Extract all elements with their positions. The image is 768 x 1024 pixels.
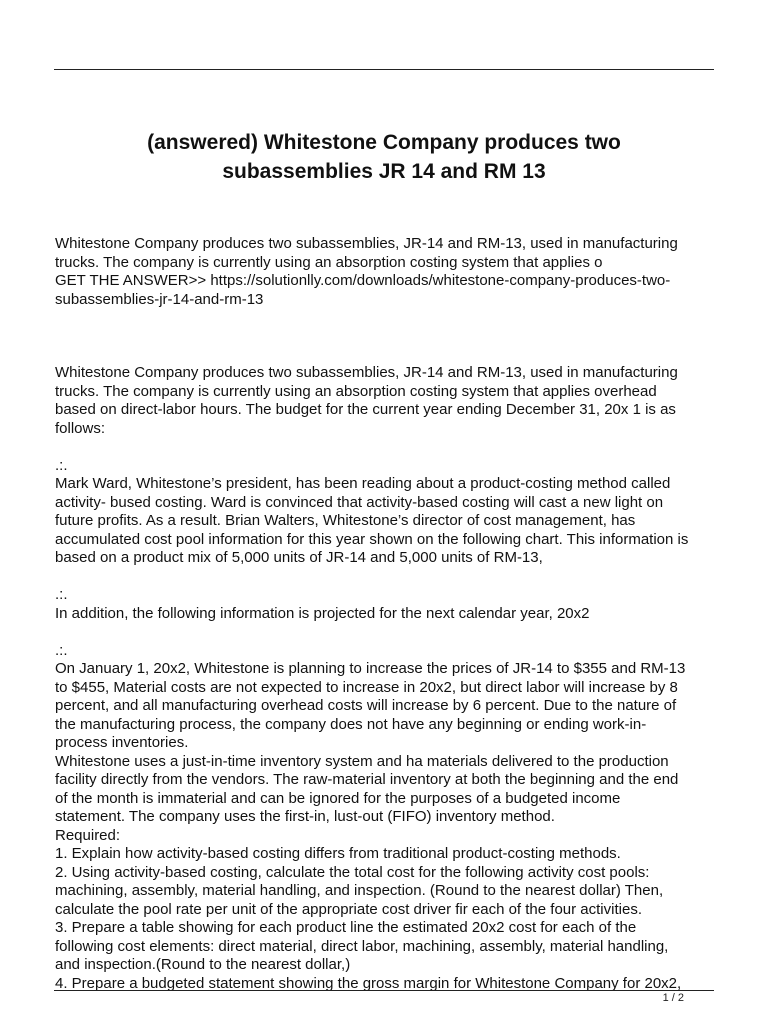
text-line: In addition, the following information is projected for the next calendar year, 20x2 (55, 604, 590, 622)
intro-paragraph (55, 235, 715, 309)
text-line: to $455, Material costs are not expected to increase in 20x2, but direct labor will increase by 8 (55, 678, 678, 696)
header-rule (54, 69, 714, 70)
body-paragraph (55, 364, 715, 438)
title-line: (answered) Whitestone Company produces two (147, 131, 621, 154)
text-line: the manufacturing process, the company does not have any beginning or ending work-in- (55, 715, 647, 733)
text-line: percent, and all manufacturing overhead costs will increase by 6 percent. Due to the nature of (55, 697, 677, 714)
get-answer-link[interactable]: GET THE ANSWER>> https://solutionlly.com/downloads/whitestone-company-produces-two- (55, 272, 671, 289)
document-title (54, 128, 714, 186)
text-line: following cost elements: direct material, direct labor, machining, assembly, material handling, (55, 937, 669, 955)
text-line: accumulated cost pool information for this year shown on the following chart. This information is (55, 530, 689, 548)
text-line: .:. (55, 456, 68, 474)
text-line: .:. (55, 641, 68, 659)
text-line: 4. Prepare a budgeted statement showing the gross margin for Whitestone Company for 20x2, (55, 974, 682, 992)
text-line: Mark Ward, Whitestone’s president, has been reading about a product-costing method called (55, 475, 671, 492)
body-paragraph (55, 457, 715, 568)
text-line: 2. Using activity-based costing, calculate the total cost for the following activity cost pools: (55, 863, 650, 881)
page-number: 1 / 2 (662, 992, 684, 1004)
text-line: trucks. The company is currently using an absorption costing system that applies overhead (55, 382, 657, 400)
text-line: On January 1, 20x2, Whitestone is planning to increase the prices of JR-14 to $355 and RM-13 (55, 660, 686, 677)
body-paragraph (55, 642, 715, 994)
text-line: facility directly from the vendors. The raw-material inventory at both the beginning and the end (55, 771, 679, 788)
text-line: Whitestone Company produces two subassemblies, JR-14 and RM-13, used in manufacturing (55, 235, 678, 252)
text-line: follows: (55, 419, 106, 437)
text-line: .:. (55, 586, 68, 603)
text-line: 1. Explain how activity-based costing differs from traditional product-costing methods. (55, 845, 621, 862)
text-line: future profits. As a result. Brian Walters, Whitestone’s director of cost management, has (55, 512, 636, 529)
get-answer-link[interactable]: subassemblies-jr-14-and-rm-13 (55, 290, 264, 308)
text-line: and inspection.(Round to the nearest dollar,) (55, 956, 351, 973)
text-line: Required: (55, 826, 121, 844)
text-line: based on a product mix of 5,000 units of JR-14 and 5,000 units of RM-13, (55, 549, 543, 566)
text-line: Whitestone Company produces two subassemblies, JR-14 and RM-13, used in manufacturing (55, 364, 678, 381)
body-paragraph (55, 586, 715, 623)
footer-rule (54, 990, 714, 991)
text-line: based on direct-labor hours. The budget for the current year ending December 31, 20x 1 is as (55, 401, 676, 418)
text-line: of the month is immaterial and can be ignored for the purposes of a budgeted income (55, 789, 621, 807)
text-line: 3. Prepare a table showing for each product line the estimated 20x2 cost for each of the (55, 919, 637, 936)
title-line: subassemblies JR 14 and RM 13 (222, 160, 546, 183)
text-line: statement. The company uses the first-in, lust-out (FIFO) inventory method. (55, 808, 555, 825)
text-line: calculate the pool rate per unit of the appropriate cost driver fir each of the four activities. (55, 900, 642, 918)
text-line: activity- bused costing. Ward is convinced that activity-based costing will cast a new light on (55, 493, 664, 511)
text-line: trucks. The company is currently using an absorption costing system that applies o (55, 253, 603, 271)
text-line: machining, assembly, material handling, and inspection. (Round to the nearest dollar) Then, (55, 882, 664, 899)
text-line: process inventories. (55, 734, 189, 751)
document-body (55, 235, 715, 993)
text-line: Whitestone uses a just-in-time inventory system and ha materials delivered to the production (55, 752, 669, 770)
